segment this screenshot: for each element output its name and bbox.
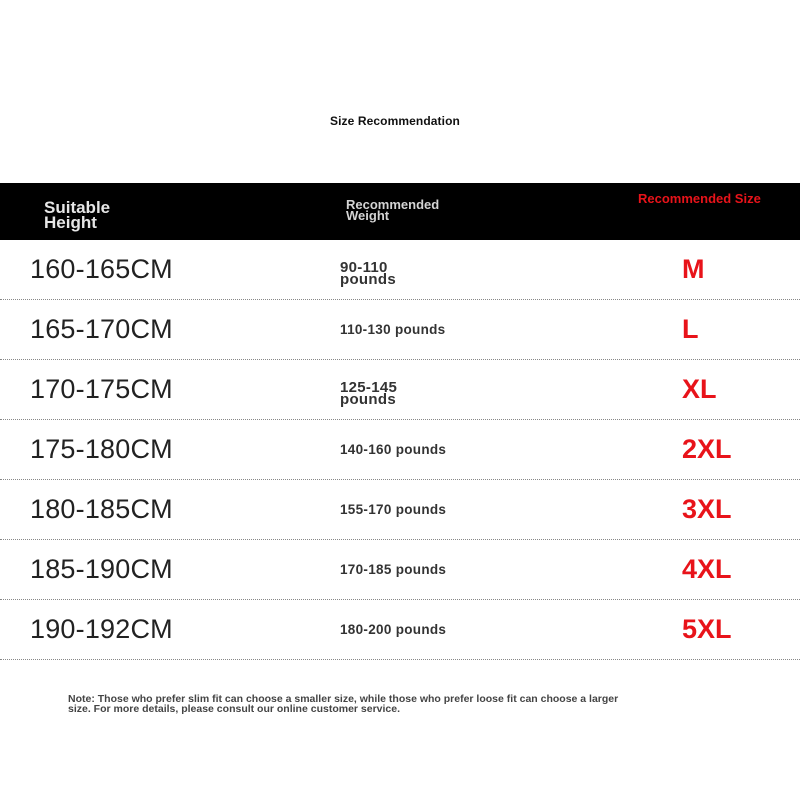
size-cell: 3XL bbox=[682, 494, 732, 524]
table-row bbox=[0, 600, 800, 660]
height-cell: 180-185CM bbox=[30, 494, 173, 524]
height-cell: 175-180CM bbox=[30, 434, 173, 464]
weight-cell: 180-200 pounds bbox=[340, 622, 447, 637]
weight-cell: 155-170 pounds bbox=[340, 502, 447, 517]
table-header bbox=[0, 183, 800, 240]
height-cell: 165-170CM bbox=[30, 314, 173, 344]
size-cell: 4XL bbox=[682, 554, 732, 584]
height-cell: 160-165CM bbox=[30, 254, 173, 284]
weight-cell: 110-130 pounds bbox=[340, 322, 446, 337]
weight-cell: 140-160 pounds bbox=[340, 442, 447, 457]
height-cell: 170-175CM bbox=[30, 374, 173, 404]
size-cell: XL bbox=[682, 374, 717, 404]
weight-cell: 170-185 pounds bbox=[340, 562, 447, 577]
table-row bbox=[0, 360, 800, 420]
height-cell: 185-190CM bbox=[30, 554, 173, 584]
header-weight: Recommended Weight bbox=[346, 197, 440, 223]
size-table-body bbox=[0, 240, 800, 660]
fit-note: Note: Those who prefer slim fit can choose a smaller size, while those who prefer loose fit can choose a larger size. For more details, please consult our online customer service. bbox=[68, 693, 619, 715]
size-cell: 5XL bbox=[682, 614, 732, 644]
table-row bbox=[0, 240, 800, 300]
size-cell: M bbox=[682, 254, 705, 284]
weight-cell: 90-110 pounds bbox=[340, 259, 396, 288]
size-cell: L bbox=[682, 314, 699, 344]
weight-cell: 125-145 pounds bbox=[340, 379, 398, 408]
table-row bbox=[0, 540, 800, 600]
page-title: Size Recommendation bbox=[330, 114, 460, 128]
table-row bbox=[0, 480, 800, 540]
header-size: Recommended Size bbox=[638, 191, 761, 206]
header-height: Suitable Height bbox=[44, 198, 111, 232]
table-row bbox=[0, 420, 800, 480]
height-cell: 190-192CM bbox=[30, 614, 173, 644]
table-row bbox=[0, 300, 800, 360]
size-cell: 2XL bbox=[682, 434, 732, 464]
